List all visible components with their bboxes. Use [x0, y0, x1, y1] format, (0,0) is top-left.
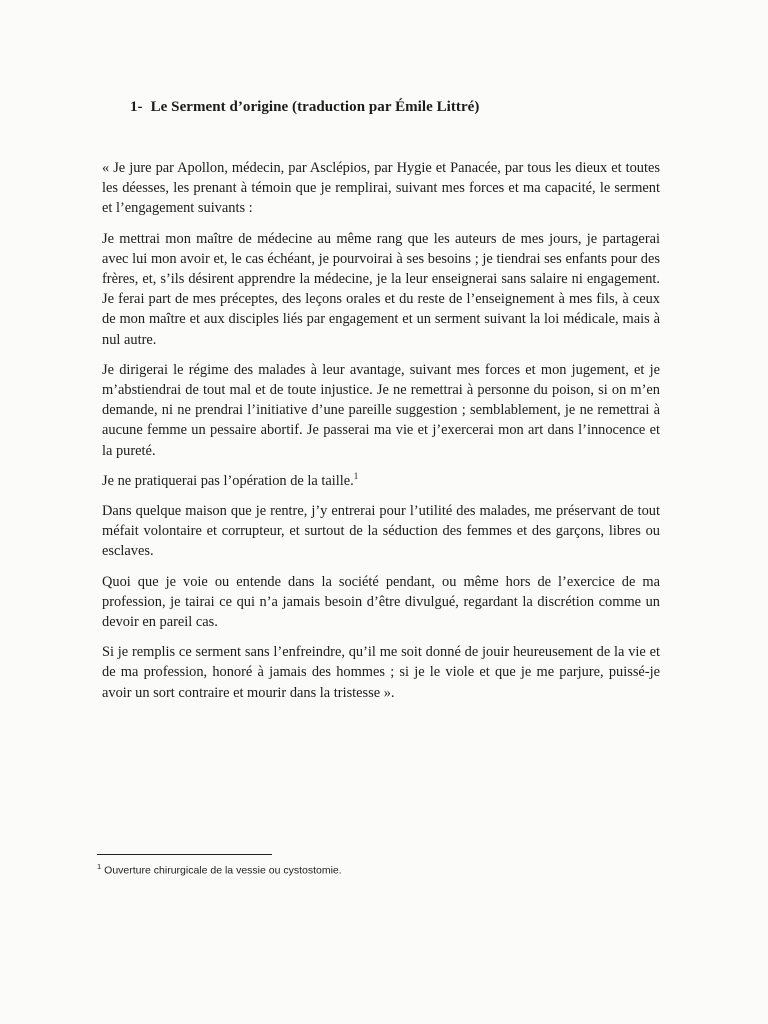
footnote-marker: 1 [97, 862, 102, 871]
paragraph-conclusion: Si je remplis ce serment sans l’enfreindre, qu’il me soit donné de jouir heureusement de la vie et de ma profession, honoré à jamais des hommes ; si je le viole et que je me parjure, puissé-je avoir un sort contraire et mourir dans la tristesse ». [102, 644, 660, 701]
paragraph-teacher: Je mettrai mon maître de médecine au même rang que les auteurs de mes jours, je partagerai avec lui mon avoir et, le cas échéant, je pourvoirai à ses besoins ; je tiendrai ses enfants pour des frères, et, s’ils désirent apprendre la médecine, je la leur enseignerai sans salaire ni engagement. Je ferai part de mes préceptes, des leçons orales et du reste de l’enseignement à mes fils, à ceux de mon maître et aux disciples liés par engagement et un serment suivant la loi médicale, mais à nul autre. [102, 230, 660, 348]
paragraph-lithotomy [102, 471, 660, 491]
footnote-divider [97, 854, 272, 855]
section-title: Le Serment d’origine (traduction par Émile Littré) [150, 99, 480, 115]
section-heading [130, 99, 479, 116]
paragraph-invocation: « Je jure par Apollon, médecin, par Asclépios, par Hygie et Panacée, par tous les dieux et toutes les déesses, les prenant à témoin que je remplirai, suivant mes forces et ma capacité, le serment et l’engagement suivants : [102, 160, 660, 217]
paragraph-house: Dans quelque maison que je rentre, j’y entrerai pour l’utilité des malades, me préservant de tout méfait volontaire et corrupteur, et surtout de la séduction des femmes et des garçons, libres ou esclaves. [102, 503, 660, 560]
footnote [97, 862, 342, 877]
paragraph-lithotomy-text: Je ne pratiquerai pas l’opération de la taille. [102, 472, 354, 489]
oath-text [102, 158, 660, 713]
section-number: 1- [130, 99, 143, 115]
paragraph-regimen: Je dirigerai le régime des malades à leur avantage, suivant mes forces et mon jugement, et je m’abstiendrai de tout mal et de toute injustice. Je ne remettrai à personne du poison, si on m’en demande, ni ne prendrai l’initiative d’une pareille suggestion ; semblablement, je ne remettrai à aucune femme un pessaire abortif. Je passerai ma vie et j’exercerai mon art dans l’innocence et la pureté. [102, 361, 660, 459]
paragraph-discretion: Quoi que je voie ou entende dans la société pendant, ou même hors de l’exercice de ma profession, je tairai ce qui n’a jamais besoin d’être divulgué, regardant la discrétion comme un devoir en pareil cas. [102, 573, 660, 631]
footnote-text: Ouverture chirurgicale de la vessie ou cystostomie. [104, 864, 342, 877]
footnote-reference: 1 [353, 471, 359, 482]
